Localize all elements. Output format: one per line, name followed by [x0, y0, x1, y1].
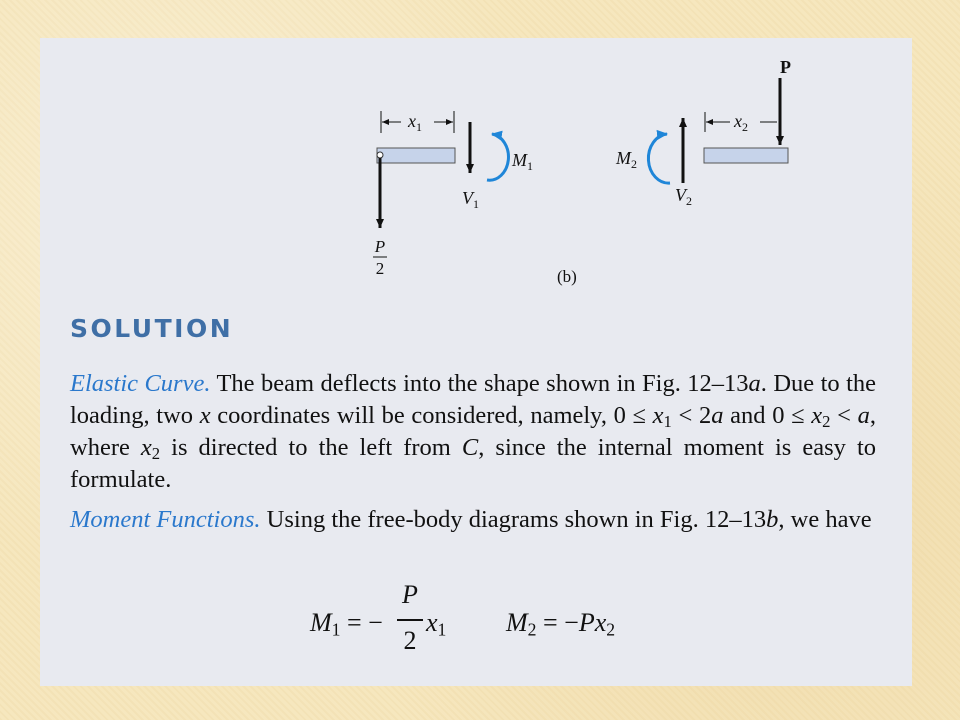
left-moment-label: $M_1$	[512, 150, 533, 173]
left-load-denominator: 2	[375, 259, 385, 278]
left-free-body	[373, 111, 533, 278]
fraction-bar	[397, 619, 423, 621]
left-pin-point	[377, 152, 383, 158]
free-body-diagram	[40, 38, 912, 308]
elastic-curve-paragraph: Elastic Curve. The beam deflects into the shape shown in Fig. 12–13a. Due to the loading, two x coordinates will be considered, namely, $0 \le x_1 < 2a$ and $0 \le x_2 < a$, where $x_2$ is directed to the left from C, since the internal moment is easy to formulate.	[70, 370, 877, 493]
right-moment-label: $M_2$	[616, 148, 637, 171]
right-beam-segment	[704, 148, 788, 163]
moment-functions-paragraph: Moment Functions. Using the free-body diagrams shown in Fig. 12–13b, we have	[70, 506, 872, 533]
left-dim-label: $x_1$	[408, 111, 422, 134]
figure-caption: (b)	[557, 267, 577, 286]
left-beam-segment	[377, 148, 455, 163]
right-free-body	[615, 57, 791, 208]
fraction-denominator: 2	[403, 626, 417, 655]
content-panel: $x_1$ P 2 $V_1$ $M_1$ P $x_2$ $V_2$ $M_2$ (b) SOLUTION Elastic Curve. The beam deflects into the shape shown in Fig. 12–13a. Due to the loading, two x coordinates will be considered, namely, $0 \le x_1 < 2a$ and $0 \le x_2 < a$, where $x_2$ is directed to the left from C, since the internal moment is easy to formulate. Moment Functions. Using the free-body diagrams shown in Fig. 12–13b, we have $M_1$ = − P 2 $x_1$ $M_2 = -Px_2$	[40, 38, 912, 686]
right-dim-label: $x_2$	[734, 111, 748, 134]
right-moment-arrow	[648, 134, 670, 183]
right-shear-label: $V_2$	[675, 185, 692, 208]
elastic-curve-runin: Elastic Curve.	[70, 370, 211, 397]
fraction-numerator: P	[402, 580, 418, 609]
right-load-label: P	[780, 57, 791, 77]
moment-functions-runin: Moment Functions.	[70, 506, 261, 533]
left-moment-arrow	[487, 134, 508, 180]
left-load-numerator: P	[374, 237, 386, 256]
left-shear-label: $V_1$	[462, 188, 479, 211]
solution-heading: SOLUTION	[70, 314, 234, 343]
